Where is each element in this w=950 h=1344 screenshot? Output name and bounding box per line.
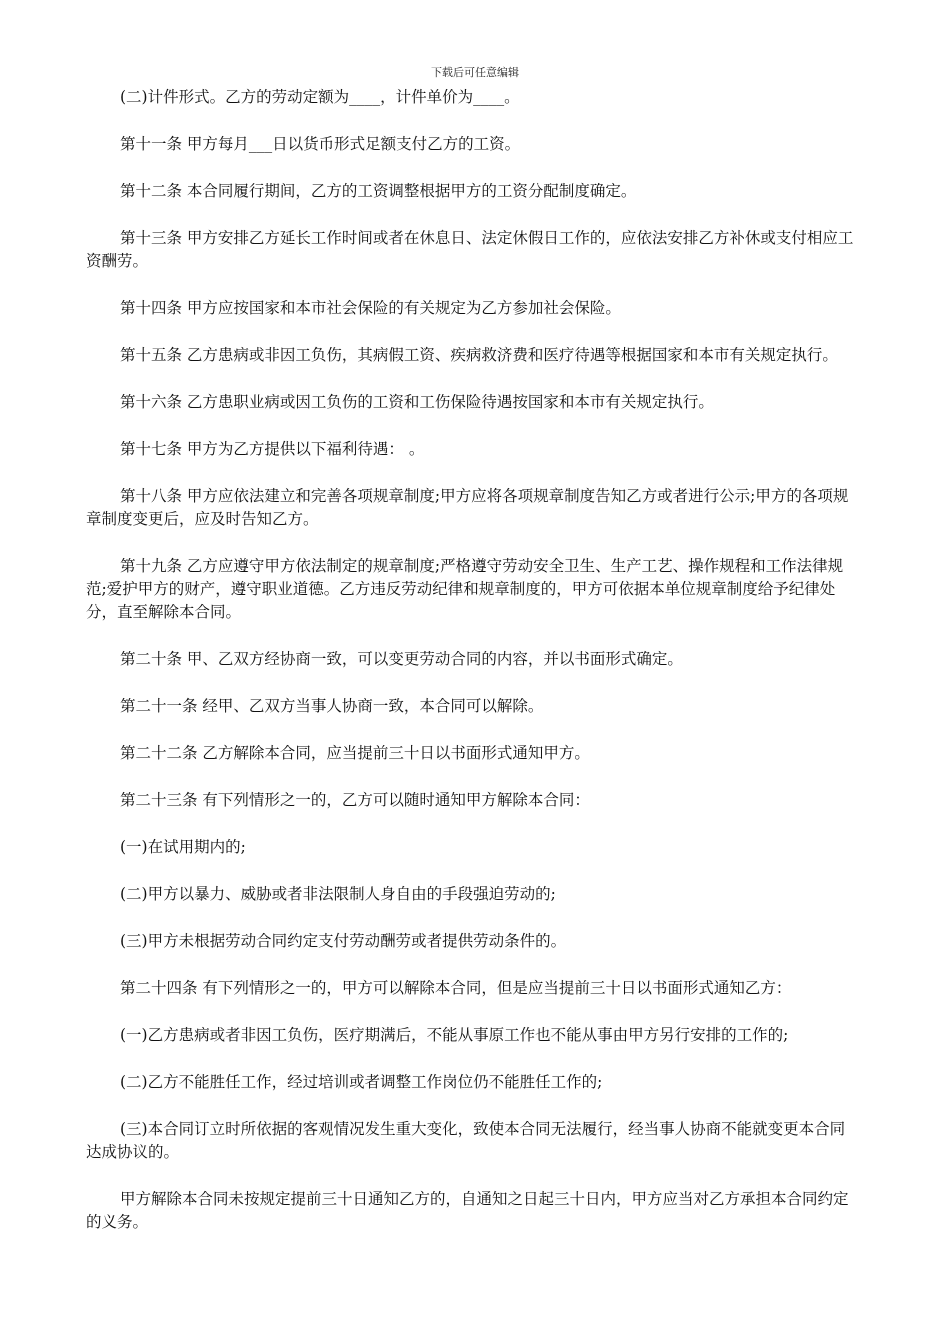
paragraph: (一)在试用期内的; xyxy=(120,838,246,856)
paragraph: 第二十四条 有下列情形之一的，甲方可以解除本合同，但是应当提前三十日以书面形式通知乙方： xyxy=(120,979,792,997)
paragraph: (二)计件形式。乙方的劳动定额为____，计件单价为____。 xyxy=(120,88,520,106)
paragraph: 第二十一条 经甲、乙双方当事人协商一致，本合同可以解除。 xyxy=(120,697,544,715)
paragraph: 第二十二条 乙方解除本合同，应当提前三十日以书面形式通知甲方。 xyxy=(120,744,590,762)
document-body xyxy=(86,86,856,1234)
paragraph: 第十四条 甲方应按国家和本市社会保险的有关规定为乙方参加社会保险。 xyxy=(120,299,621,317)
paragraph: 第二十三条 有下列情形之一的，乙方可以随时通知甲方解除本合同： xyxy=(120,791,590,809)
paragraph: 第十二条 本合同履行期间，乙方的工资调整根据甲方的工资分配制度确定。 xyxy=(120,182,637,200)
page-header: 下载后可任意编辑 xyxy=(431,66,519,79)
paragraph: (三)甲方未根据劳动合同约定支付劳动酬劳或者提供劳动条件的。 xyxy=(120,932,567,950)
paragraph: 第十九条 乙方应遵守甲方依法制定的规章制度;严格遵守劳动安全卫生、生产工艺、操作规程和工作法律规范;爱护甲方的财产，遵守职业道德。乙方违反劳动纪律和规章制度的，甲方可依据本单位规章制度给予纪律处分，直至解除本合同。 xyxy=(86,557,844,621)
paragraph: (二)甲方以暴力、威胁或者非法限制人身自由的手段强迫劳动的; xyxy=(120,885,556,903)
paragraph: 第十三条 甲方安排乙方延长工作时间或者在休息日、法定休假日工作的，应依法安排乙方补休或支付相应工资酬劳。 xyxy=(86,229,854,270)
paragraph: 第十六条 乙方患职业病或因工负伤的工资和工伤保险待遇按国家和本市有关规定执行。 xyxy=(120,393,714,411)
paragraph: (一)乙方患病或者非因工负伤，医疗期满后，不能从事原工作也不能从事由甲方另行安排的工作的; xyxy=(120,1026,789,1044)
paragraph: (三)本合同订立时所依据的客观情况发生重大变化，致使本合同无法履行，经当事人协商不能就变更本合同达成协议的。 xyxy=(86,1120,846,1161)
paragraph: 第十七条 甲方为乙方提供以下福利待遇： 。 xyxy=(120,440,425,458)
paragraph: 第二十条 甲、乙双方经协商一致，可以变更劳动合同的内容，并以书面形式确定。 xyxy=(120,650,683,668)
paragraph: 第十五条 乙方患病或非因工负伤，其病假工资、疾病救济费和医疗待遇等根据国家和本市有关规定执行。 xyxy=(120,346,838,364)
paragraph: (二)乙方不能胜任工作，经过培训或者调整工作岗位仍不能胜任工作的; xyxy=(120,1073,603,1091)
paragraph: 甲方解除本合同未按规定提前三十日通知乙方的，自通知之日起三十日内，甲方应当对乙方承担本合同约定的义务。 xyxy=(86,1190,849,1231)
paragraph: 第十八条 甲方应依法建立和完善各项规章制度;甲方应将各项规章制度告知乙方或者进行公示;甲方的各项规章制度变更后，应及时告知乙方。 xyxy=(86,487,849,528)
paragraph: 第十一条 甲方每月___日以货币形式足额支付乙方的工资。 xyxy=(120,135,521,153)
